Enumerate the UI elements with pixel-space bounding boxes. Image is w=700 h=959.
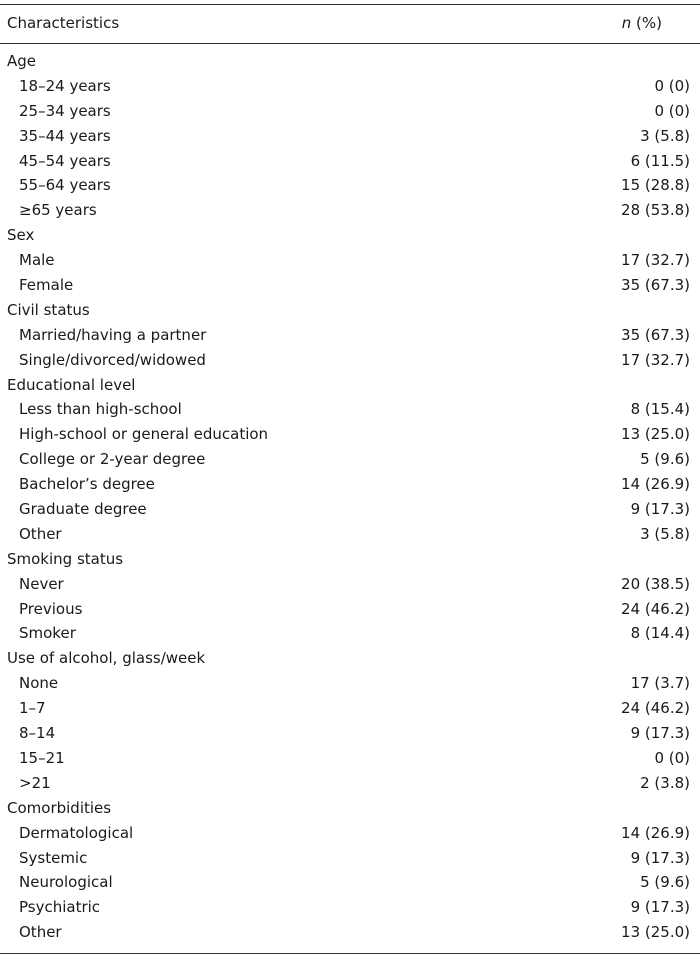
row-label: 45–54 years bbox=[19, 151, 111, 170]
group-label: Sex bbox=[7, 226, 35, 245]
group-label: Comorbidities bbox=[7, 798, 112, 817]
row-value: 5 (9.6) bbox=[640, 873, 690, 892]
row-label: Other bbox=[19, 524, 62, 543]
table-group-row bbox=[0, 796, 700, 821]
row-label: Graduate degree bbox=[19, 500, 147, 519]
header-n-italic: n bbox=[621, 14, 632, 32]
table-row bbox=[0, 522, 700, 547]
row-value: 9 (17.3) bbox=[630, 898, 690, 917]
row-label: Female bbox=[19, 276, 74, 295]
table-header bbox=[0, 4, 700, 43]
table-row bbox=[0, 771, 700, 796]
table-row bbox=[0, 721, 700, 746]
row-label: College or 2-year degree bbox=[19, 450, 206, 469]
row-value: 8 (15.4) bbox=[630, 400, 690, 419]
row-value: 5 (9.6) bbox=[640, 450, 690, 469]
row-label: Neurological bbox=[19, 873, 113, 892]
row-value: 14 (26.9) bbox=[621, 823, 690, 842]
row-value: 8 (14.4) bbox=[630, 624, 690, 643]
header-n-percent bbox=[622, 14, 662, 32]
row-label: 35–44 years bbox=[19, 126, 111, 145]
row-label: 1–7 bbox=[19, 699, 46, 718]
table-row bbox=[0, 348, 700, 373]
row-label: 25–34 years bbox=[19, 101, 111, 120]
row-label: 15–21 bbox=[19, 748, 65, 767]
table-row bbox=[0, 572, 700, 597]
row-value: 3 (5.8) bbox=[640, 524, 690, 543]
table-row bbox=[0, 895, 700, 920]
table-body bbox=[0, 49, 700, 945]
table-row bbox=[0, 821, 700, 846]
row-value: 24 (46.2) bbox=[621, 699, 690, 718]
row-label: Psychiatric bbox=[19, 898, 101, 917]
row-label: Previous bbox=[19, 599, 83, 618]
row-value: 13 (25.0) bbox=[621, 425, 690, 444]
row-label: 55–64 years bbox=[19, 176, 111, 195]
table-header-rule bbox=[0, 43, 700, 44]
row-label: None bbox=[19, 674, 59, 693]
row-label: Single/divorced/widowed bbox=[19, 350, 206, 369]
row-value: 0 (0) bbox=[654, 101, 690, 120]
group-label: Age bbox=[7, 52, 37, 70]
table-group-row bbox=[0, 646, 700, 671]
table-row bbox=[0, 671, 700, 696]
row-label: Dermatological bbox=[19, 823, 134, 842]
table-row bbox=[0, 497, 700, 522]
row-value: 6 (11.5) bbox=[630, 151, 690, 170]
table-group-row bbox=[0, 49, 700, 74]
header-characteristics: Characteristics bbox=[7, 14, 120, 32]
header-percent: (%) bbox=[631, 14, 662, 32]
row-value: 35 (67.3) bbox=[621, 325, 690, 344]
table-row bbox=[0, 846, 700, 871]
row-value: 13 (25.0) bbox=[621, 923, 690, 942]
table-row bbox=[0, 397, 700, 422]
table-row bbox=[0, 422, 700, 447]
table-row bbox=[0, 248, 700, 273]
row-label: Never bbox=[19, 574, 64, 593]
table-group-row bbox=[0, 298, 700, 323]
row-label: Smoker bbox=[19, 624, 76, 643]
row-label: 8–14 bbox=[19, 724, 56, 743]
row-label: Bachelor’s degree bbox=[19, 475, 155, 494]
row-value: 35 (67.3) bbox=[621, 276, 690, 295]
table-row bbox=[0, 920, 700, 945]
row-label: Less than high-school bbox=[19, 400, 182, 419]
table-group-row bbox=[0, 373, 700, 398]
row-label: Male bbox=[19, 251, 55, 270]
row-value: 28 (53.8) bbox=[621, 201, 690, 220]
row-label: Systemic bbox=[19, 848, 88, 867]
group-label: Use of alcohol, glass/week bbox=[7, 649, 206, 668]
table-bottom-rule bbox=[0, 953, 700, 954]
row-label: 18–24 years bbox=[19, 76, 111, 95]
table-row bbox=[0, 597, 700, 622]
row-value: 14 (26.9) bbox=[621, 475, 690, 494]
table-row bbox=[0, 472, 700, 497]
row-label: High-school or general education bbox=[19, 425, 269, 444]
table-row bbox=[0, 99, 700, 124]
row-value: 0 (0) bbox=[654, 76, 690, 95]
table-group-row bbox=[0, 223, 700, 248]
table-row bbox=[0, 173, 700, 198]
row-label: ≥65 years bbox=[19, 201, 97, 220]
table-group-row bbox=[0, 547, 700, 572]
row-label: Other bbox=[19, 923, 62, 942]
row-value: 24 (46.2) bbox=[621, 599, 690, 618]
row-value: 17 (32.7) bbox=[621, 251, 690, 270]
row-value: 9 (17.3) bbox=[630, 724, 690, 743]
row-value: 9 (17.3) bbox=[630, 848, 690, 867]
group-label: Educational level bbox=[7, 375, 136, 394]
table-row bbox=[0, 621, 700, 646]
row-label: >21 bbox=[19, 773, 51, 792]
row-value: 17 (3.7) bbox=[630, 674, 690, 693]
row-value: 3 (5.8) bbox=[640, 126, 690, 145]
row-value: 0 (0) bbox=[654, 748, 690, 767]
table-row bbox=[0, 273, 700, 298]
table-row bbox=[0, 124, 700, 149]
table-row bbox=[0, 74, 700, 99]
row-value: 17 (32.7) bbox=[621, 350, 690, 369]
table-row bbox=[0, 746, 700, 771]
row-value: 2 (3.8) bbox=[640, 773, 690, 792]
table-row bbox=[0, 447, 700, 472]
row-value: 20 (38.5) bbox=[621, 574, 690, 593]
table-row bbox=[0, 198, 700, 223]
table-row bbox=[0, 323, 700, 348]
row-value: 15 (28.8) bbox=[621, 176, 690, 195]
group-label: Smoking status bbox=[7, 549, 124, 568]
table-row bbox=[0, 870, 700, 895]
table-row bbox=[0, 149, 700, 174]
row-label: Married/having a partner bbox=[19, 325, 207, 344]
table-row bbox=[0, 696, 700, 721]
group-label: Civil status bbox=[7, 300, 90, 319]
row-value: 9 (17.3) bbox=[630, 500, 690, 519]
